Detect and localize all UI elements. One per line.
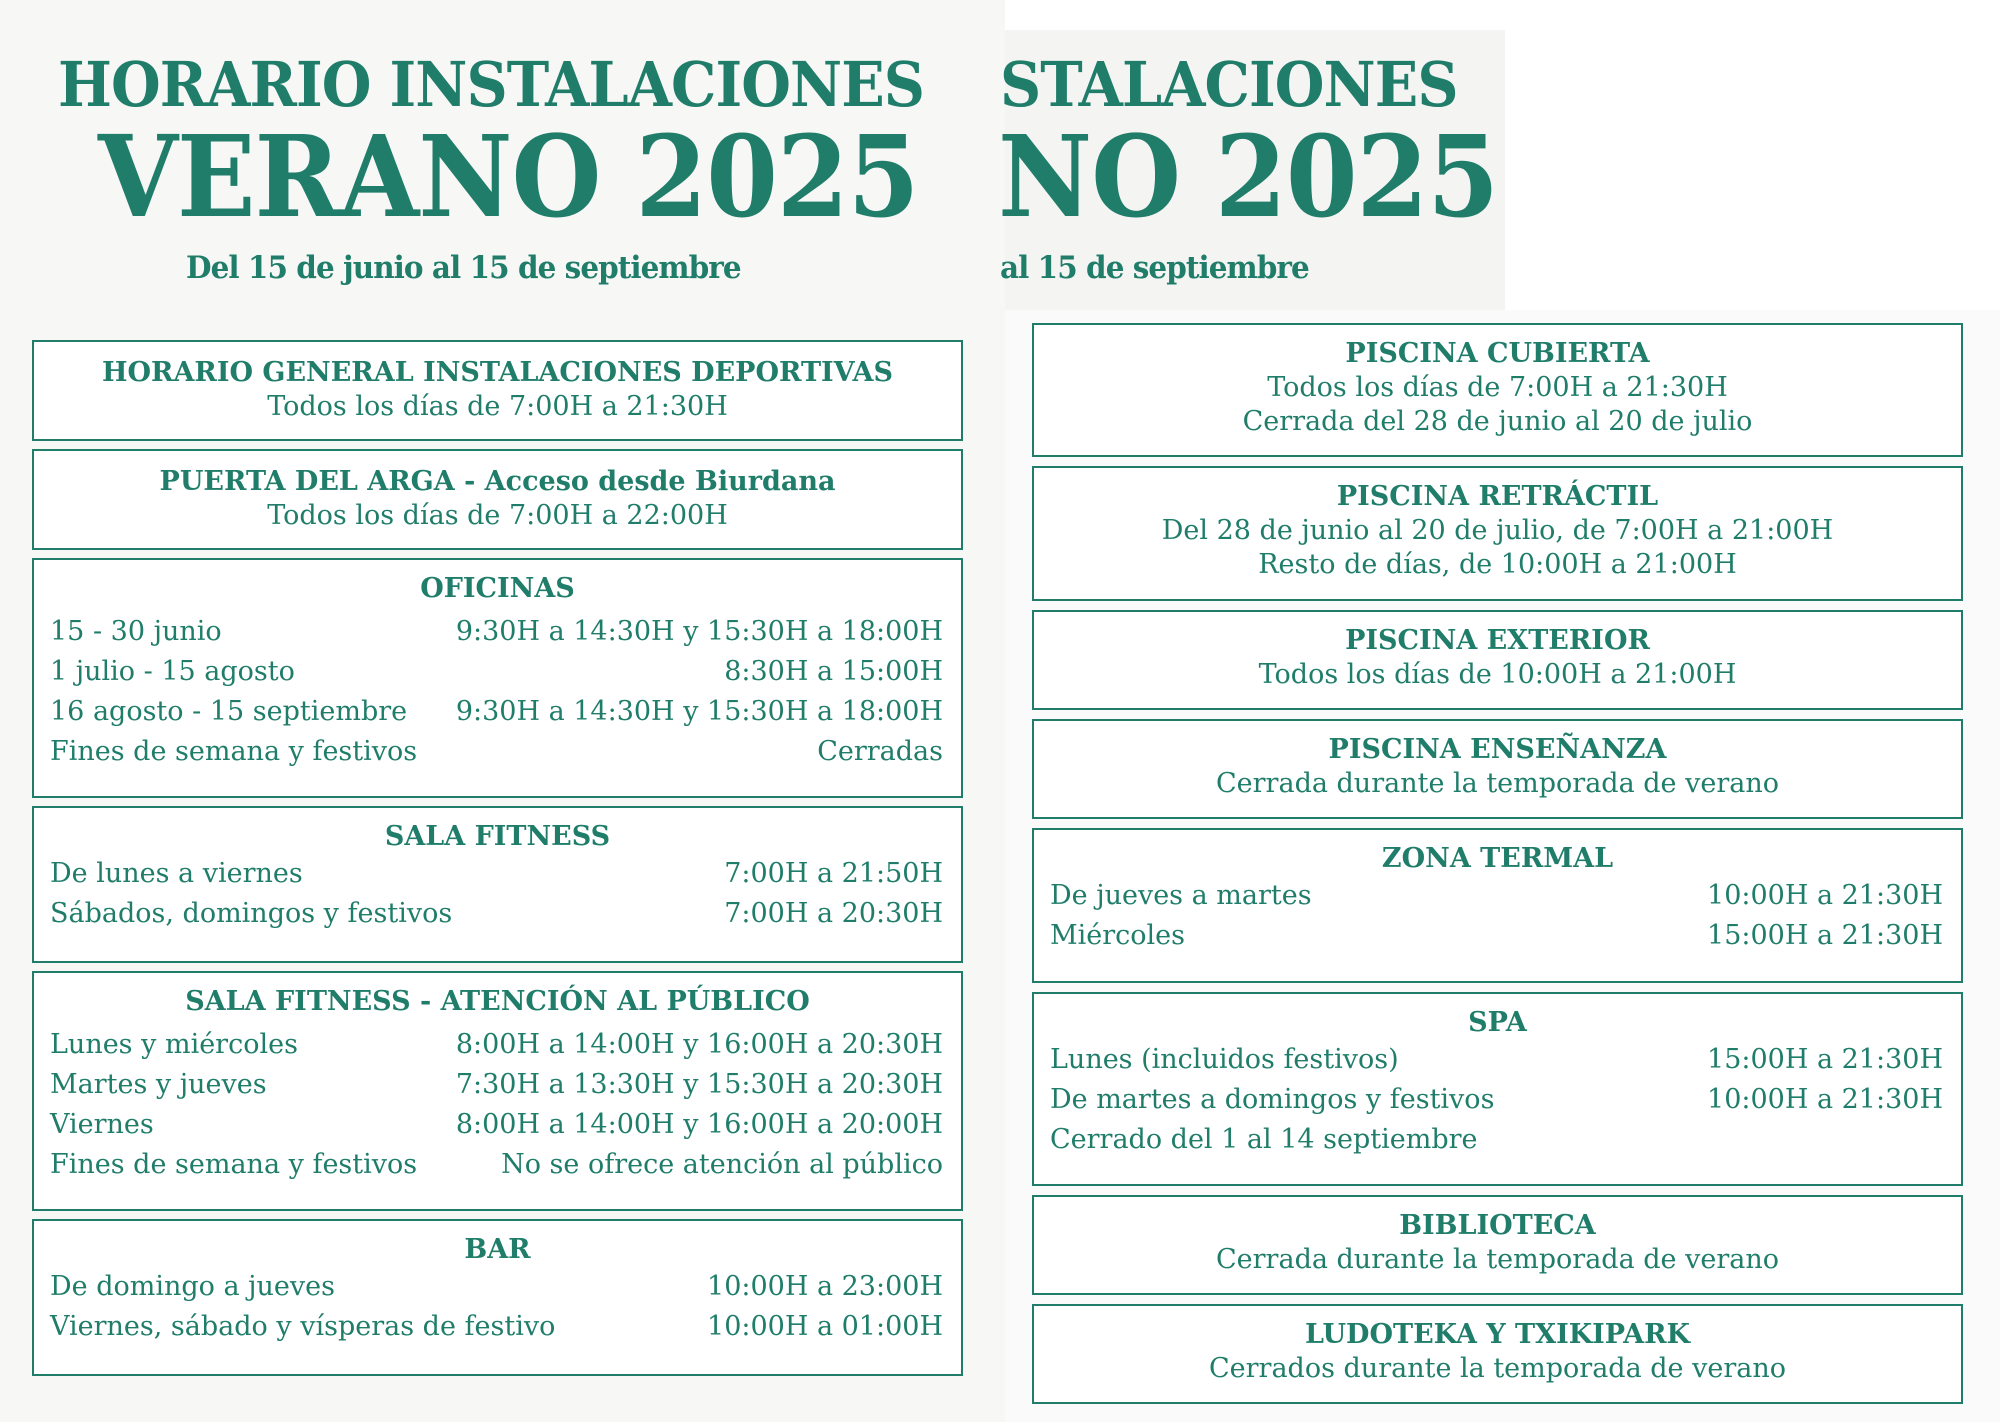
box-title: ZONA TERMAL (1381, 843, 1614, 874)
box-zona-termal (1032, 828, 1963, 983)
schedule-row: De martes a domingos y festivos 10:00H a 21:30H (1050, 1084, 1943, 1115)
schedule-row: De lunes a viernes 7:00H a 21:50H (50, 858, 943, 889)
schedule-row: Martes y jueves 7:30H a 13:30H y 15:30H a 20:30H (50, 1069, 943, 1100)
box-bar (32, 1219, 963, 1376)
ghost-header-line3: al 15 de septiembre (1000, 250, 1309, 286)
box-spa (1032, 992, 1963, 1186)
box-title: PISCINA CUBIERTA (1345, 338, 1650, 369)
box-piscina-ensenanza (1032, 719, 1963, 819)
schedule-row: 1 julio - 15 agosto 8:30H a 15:00H (50, 656, 943, 687)
schedule-row: 16 agosto - 15 septiembre 9:30H a 14:30H y 15:30H a 18:00H (50, 696, 943, 727)
box-title: PUERTA DEL ARGA - Acceso desde Biurdana (159, 466, 836, 497)
box-title: PISCINA ENSEÑANZA (1328, 734, 1667, 765)
schedule-row: Viernes 8:00H a 14:00H y 16:00H a 20:00H (50, 1109, 943, 1140)
box-text: Todos los días de 7:00H a 21:30H (267, 391, 728, 422)
box-title: PISCINA EXTERIOR (1345, 625, 1650, 656)
box-text: Todos los días de 7:00H a 21:30H (1267, 372, 1728, 403)
box-biblioteca (1032, 1195, 1963, 1295)
box-text: Cerrada durante la temporada de verano (1216, 768, 1779, 799)
schedule-row: Fines de semana y festivos No se ofrece atención al público (50, 1149, 943, 1180)
spa-closure-note: Cerrado del 1 al 14 septiembre (1050, 1124, 1478, 1155)
box-text: Cerrada del 28 de junio al 20 de julio (1242, 406, 1753, 437)
box-text: Todos los días de 10:00H a 21:00H (1258, 659, 1737, 690)
schedule-row: Viernes, sábado y vísperas de festivo 10:00H a 01:00H (50, 1311, 943, 1342)
box-title: OFICINAS (420, 573, 575, 604)
box-text: Resto de días, de 10:00H a 21:00H (1258, 549, 1737, 580)
box-title: HORARIO GENERAL INSTALACIONES DEPORTIVAS (102, 357, 893, 388)
box-piscina-exterior (1032, 610, 1963, 710)
box-text: Cerrados durante la temporada de verano (1209, 1353, 1786, 1384)
page-title-line2: VERANO 2025 (98, 112, 919, 243)
box-text: Cerrada durante la temporada de verano (1216, 1244, 1779, 1275)
box-horario-general (32, 340, 963, 441)
box-title: SALA FITNESS (384, 821, 611, 852)
schedule-row: Fines de semana y festivos Cerradas (50, 736, 943, 767)
box-title: SPA (1468, 1007, 1527, 1038)
schedule-row: 15 - 30 junio 9:30H a 14:30H y 15:30H a 18:00H (50, 616, 943, 647)
ghost-header-line2: NO 2025 (998, 112, 1499, 243)
box-title: SALA FITNESS - ATENCIÓN AL PÚBLICO (185, 986, 810, 1017)
box-puerta-del-arga (32, 449, 963, 550)
schedule-row: Sábados, domingos y festivos 7:00H a 20:30H (50, 898, 943, 929)
box-oficinas (32, 558, 963, 798)
box-piscina-retractil (1032, 466, 1963, 601)
box-atencion-publico (32, 971, 963, 1211)
box-ludoteca (1032, 1304, 1963, 1404)
page-subtitle: Del 15 de junio al 15 de septiembre (186, 250, 741, 286)
ghost-header-line1: STALACIONES (1000, 48, 1458, 121)
box-piscina-cubierta (1032, 323, 1963, 457)
schedule-row: De domingo a jueves 10:00H a 23:00H (50, 1271, 943, 1302)
box-text: Del 28 de junio al 20 de julio, de 7:00H a 21:00H (1161, 515, 1834, 546)
box-title: BAR (464, 1234, 531, 1265)
page-title-line1: HORARIO INSTALACIONES (58, 48, 925, 121)
box-title: BIBLIOTECA (1399, 1210, 1596, 1241)
schedule-row: Miércoles 15:00H a 21:30H (1050, 920, 1943, 951)
schedule-row: Lunes (incluidos festivos) 15:00H a 21:30H (1050, 1044, 1943, 1075)
box-title: LUDOTEKA Y TXIKIPARK (1304, 1319, 1690, 1350)
schedule-row: De jueves a martes 10:00H a 21:30H (1050, 880, 1943, 911)
box-sala-fitness (32, 806, 963, 963)
box-text: Todos los días de 7:00H a 22:00H (267, 500, 728, 531)
schedule-row: Lunes y miércoles 8:00H a 14:00H y 16:00H a 20:30H (50, 1029, 943, 1060)
box-title: PISCINA RETRÁCTIL (1336, 481, 1659, 512)
